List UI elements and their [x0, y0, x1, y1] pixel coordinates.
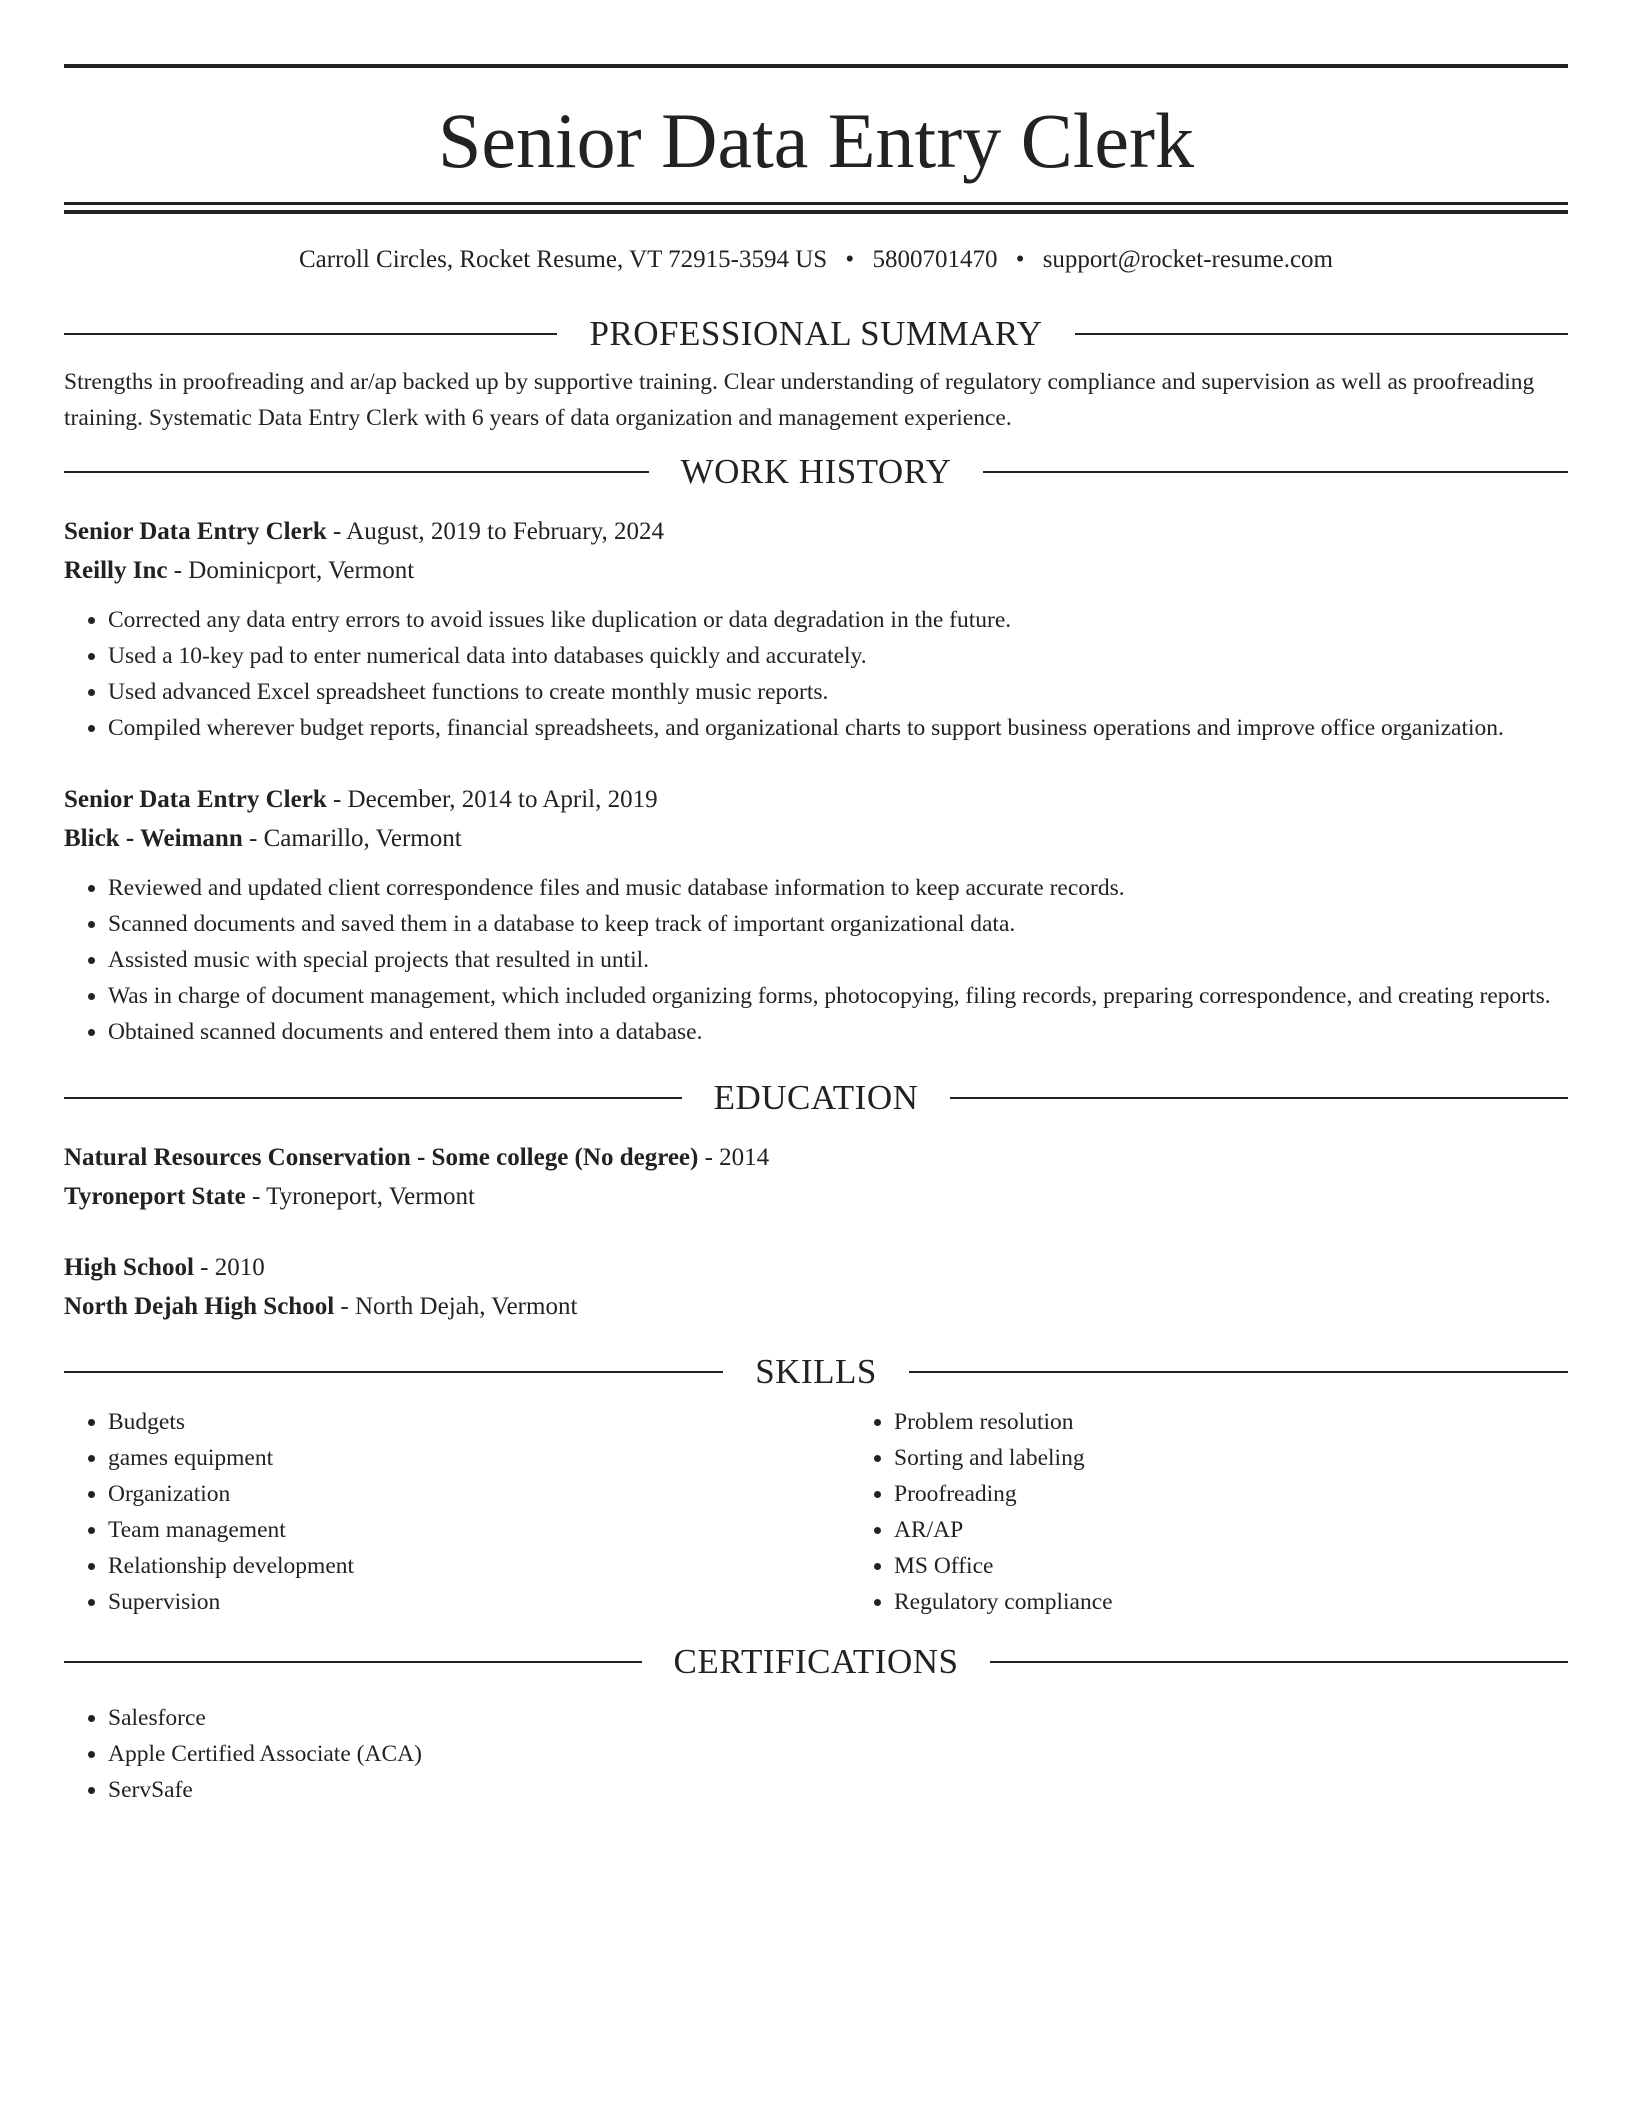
- list-item: • Used a 10-key pad to enter numerical data into databases quickly and accurately.: [108, 638, 1568, 674]
- list-item: • Apple Certified Associate (ACA): [108, 1736, 1568, 1772]
- heading-rule: [950, 1097, 1568, 1099]
- heading-rule: [64, 1371, 723, 1373]
- education-school-line: [64, 1287, 1568, 1326]
- top-rule: [64, 64, 1568, 68]
- list-item: • ServSafe: [108, 1772, 1568, 1808]
- job-title-line: [64, 780, 1568, 819]
- list-item: • Reviewed and updated client correspondence files and music database information to keep accurate records.: [108, 870, 1568, 906]
- contact-email: support@rocket-resume.com: [1042, 246, 1333, 273]
- summary-heading: PROFESSIONAL SUMMARY: [589, 314, 1043, 353]
- list-item: • Corrected any data entry errors to avoid issues like duplication or data degradation in the future.: [108, 602, 1568, 638]
- job-company-line: [64, 551, 1568, 590]
- job-location: - Camarillo, Vermont: [242, 825, 462, 852]
- list-item: • Assisted music with special projects that resulted in until.: [108, 942, 1568, 978]
- heading-rule: [983, 471, 1568, 473]
- title-double-rule: [64, 202, 1568, 214]
- education-school: Tyroneport State: [64, 1183, 246, 1210]
- resume-title: Senior Data Entry Clerk: [438, 97, 1194, 184]
- job-bullets: [64, 870, 1568, 1050]
- list-item: • Organization: [108, 1476, 850, 1512]
- job-company: Blick - Weimann: [64, 825, 243, 852]
- list-item: • Proofreading: [894, 1476, 1632, 1512]
- education-school-line: [64, 1177, 1568, 1216]
- contact-line: [64, 242, 1568, 278]
- section-heading-education: [64, 1076, 1568, 1120]
- list-item: • AR/AP: [894, 1512, 1632, 1548]
- job-company-line: [64, 819, 1568, 858]
- job-title: Senior Data Entry Clerk: [64, 786, 327, 813]
- job-entry: [64, 780, 1568, 1050]
- skills-list-left: [64, 1404, 850, 1620]
- list-item: • games equipment: [108, 1440, 850, 1476]
- job-title: Senior Data Entry Clerk: [64, 518, 327, 545]
- job-location: - Dominicport, Vermont: [167, 557, 415, 584]
- list-item: • Relationship development: [108, 1548, 850, 1584]
- list-item: • Scanned documents and saved them in a database to keep track of important organizational data.: [108, 906, 1568, 942]
- section-heading-skills: [64, 1350, 1568, 1394]
- education-year: - 2010: [193, 1254, 265, 1281]
- certifications-list: [64, 1700, 1568, 1808]
- section-heading-work: [64, 450, 1568, 494]
- heading-rule: [909, 1371, 1568, 1373]
- contact-phone: 5800701470: [872, 246, 998, 273]
- list-item: • Supervision: [108, 1584, 850, 1620]
- skills-columns: [64, 1404, 1568, 1620]
- section-heading-summary: [64, 312, 1568, 356]
- education-entry: [64, 1248, 1568, 1326]
- job-title-line: [64, 512, 1568, 551]
- list-item: • Obtained scanned documents and entered them into a database.: [108, 1014, 1568, 1050]
- list-item: • Sorting and labeling: [894, 1440, 1632, 1476]
- list-item: • Team management: [108, 1512, 850, 1548]
- list-item: • Compiled wherever budget reports, financial spreadsheets, and organizational charts to support business operations and improve office organization.: [108, 710, 1568, 746]
- education-year: - 2014: [698, 1144, 770, 1171]
- education-heading: EDUCATION: [713, 1078, 919, 1117]
- heading-rule: [64, 1097, 682, 1099]
- education-location: - Tyroneport, Vermont: [245, 1183, 475, 1210]
- skills-heading: SKILLS: [755, 1352, 877, 1391]
- section-heading-certifications: [64, 1640, 1568, 1684]
- education-entry: [64, 1138, 1568, 1216]
- education-degree: Natural Resources Conservation - Some college (No degree): [64, 1144, 699, 1171]
- job-bullets: [64, 602, 1568, 746]
- job-dates: - August, 2019 to February, 2024: [326, 518, 664, 545]
- job-entry: [64, 512, 1568, 746]
- list-item: • Problem resolution: [894, 1404, 1632, 1440]
- certifications-heading: CERTIFICATIONS: [673, 1642, 959, 1681]
- list-item: • Regulatory compliance: [894, 1584, 1632, 1620]
- job-dates: - December, 2014 to April, 2019: [326, 786, 658, 813]
- list-item: • Salesforce: [108, 1700, 1568, 1736]
- education-degree-line: [64, 1138, 1568, 1177]
- list-item: • Budgets: [108, 1404, 850, 1440]
- summary-text: Strengths in proofreading and ar/ap backed up by supportive training. Clear understanding of regulatory compliance and supervision as well as proofreading training. Systematic Data Entry Clerk with 6 years of data organization and management experience.: [64, 369, 1535, 431]
- heading-rule: [990, 1661, 1568, 1663]
- skills-list-right: [850, 1404, 1632, 1620]
- contact-separator: •: [845, 246, 855, 273]
- job-company: Reilly Inc: [64, 557, 168, 584]
- education-degree: High School: [64, 1254, 194, 1281]
- list-item: • Was in charge of document management, which included organizing forms, photocopying, filing records, preparing correspondence, and creating reports.: [108, 978, 1568, 1014]
- heading-rule: [64, 333, 557, 335]
- heading-rule: [64, 1661, 642, 1663]
- contact-address: Carroll Circles, Rocket Resume, VT 72915-3594 US: [298, 246, 828, 273]
- list-item: • MS Office: [894, 1548, 1632, 1584]
- resume-page: [64, 64, 1568, 1808]
- work-heading: WORK HISTORY: [680, 452, 952, 491]
- education-degree-line: [64, 1248, 1568, 1287]
- contact-separator: •: [1015, 246, 1025, 273]
- education-location: - North Dejah, Vermont: [334, 1293, 578, 1320]
- education-school: North Dejah High School: [64, 1293, 335, 1320]
- heading-rule: [64, 471, 649, 473]
- heading-rule: [1075, 333, 1568, 335]
- list-item: • Used advanced Excel spreadsheet functions to create monthly music reports.: [108, 674, 1568, 710]
